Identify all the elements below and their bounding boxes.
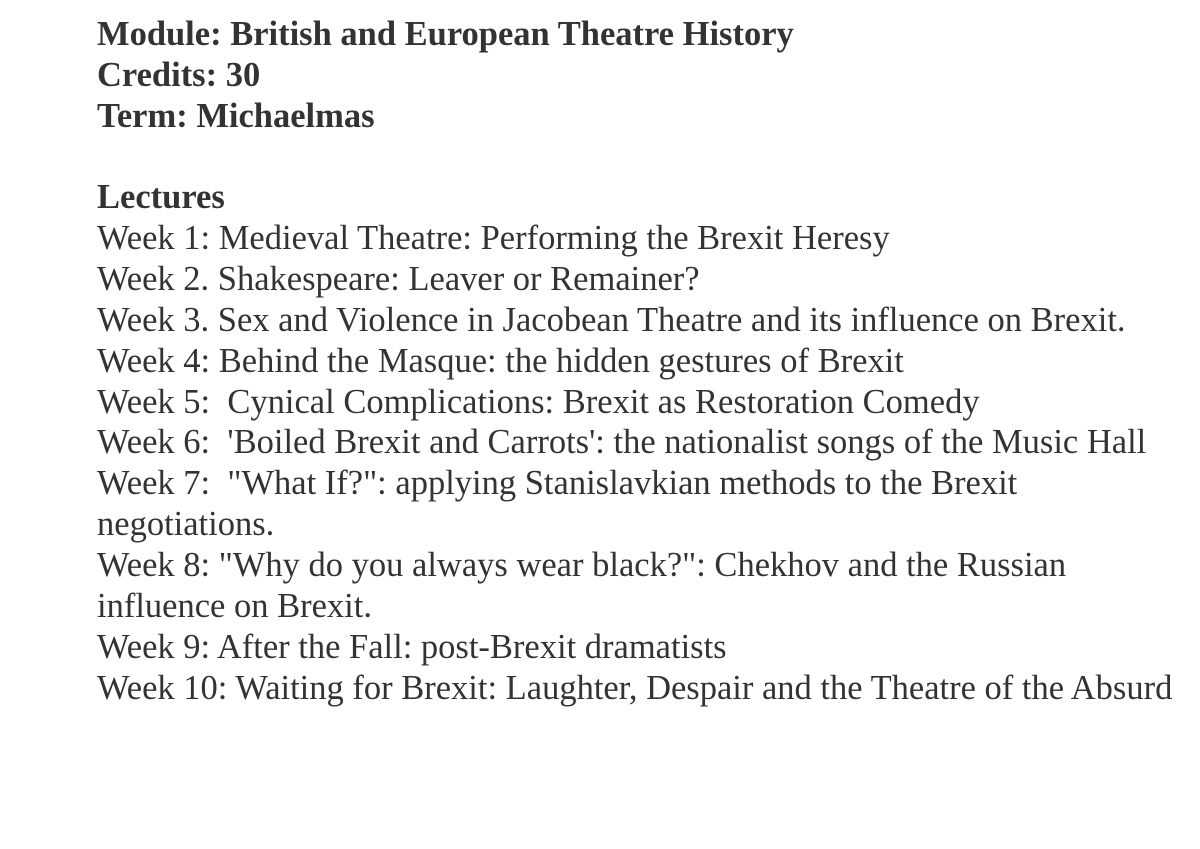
credits-line: Credits: 30 <box>97 55 261 94</box>
lecture-week-10: Week 10: Waiting for Brexit: Laughter, Despair and the Theatre of the Absurd <box>97 668 1173 707</box>
lecture-week-8: Week 8: "Why do you always wear black?": Chekhov and the Russian influence on Brexit. <box>97 545 1075 625</box>
lecture-week-6: Week 6: 'Boiled Brexit and Carrots': the nationalist songs of the Music Hall <box>97 423 1147 462</box>
section-spacer <box>97 137 1187 178</box>
lecture-week-7: Week 7: "What If?": applying Stanislavkian methods to the Brexit negotiations. <box>97 464 1026 544</box>
lecture-week-4: Week 4: Behind the Masque: the hidden gestures of Brexit <box>97 341 904 380</box>
term-line: Term: Michaelmas <box>97 96 375 135</box>
lecture-week-2: Week 2. Shakespeare: Leaver or Remainer? <box>97 260 700 299</box>
lecture-week-9: Week 9: After the Fall: post-Brexit dramatists <box>97 627 727 666</box>
lecture-week-1: Week 1: Medieval Theatre: Performing the Brexit Heresy <box>97 219 890 258</box>
lecture-week-5: Week 5: Cynical Complications: Brexit as Restoration Comedy <box>97 382 980 421</box>
lectures-heading: Lectures <box>97 178 225 217</box>
module-title: Module: British and European Theatre History <box>97 15 794 53</box>
lecture-week-3: Week 3. Sex and Violence in Jacobean Theatre and its influence on Brexit. <box>97 300 1126 339</box>
module-document <box>97 14 1187 708</box>
